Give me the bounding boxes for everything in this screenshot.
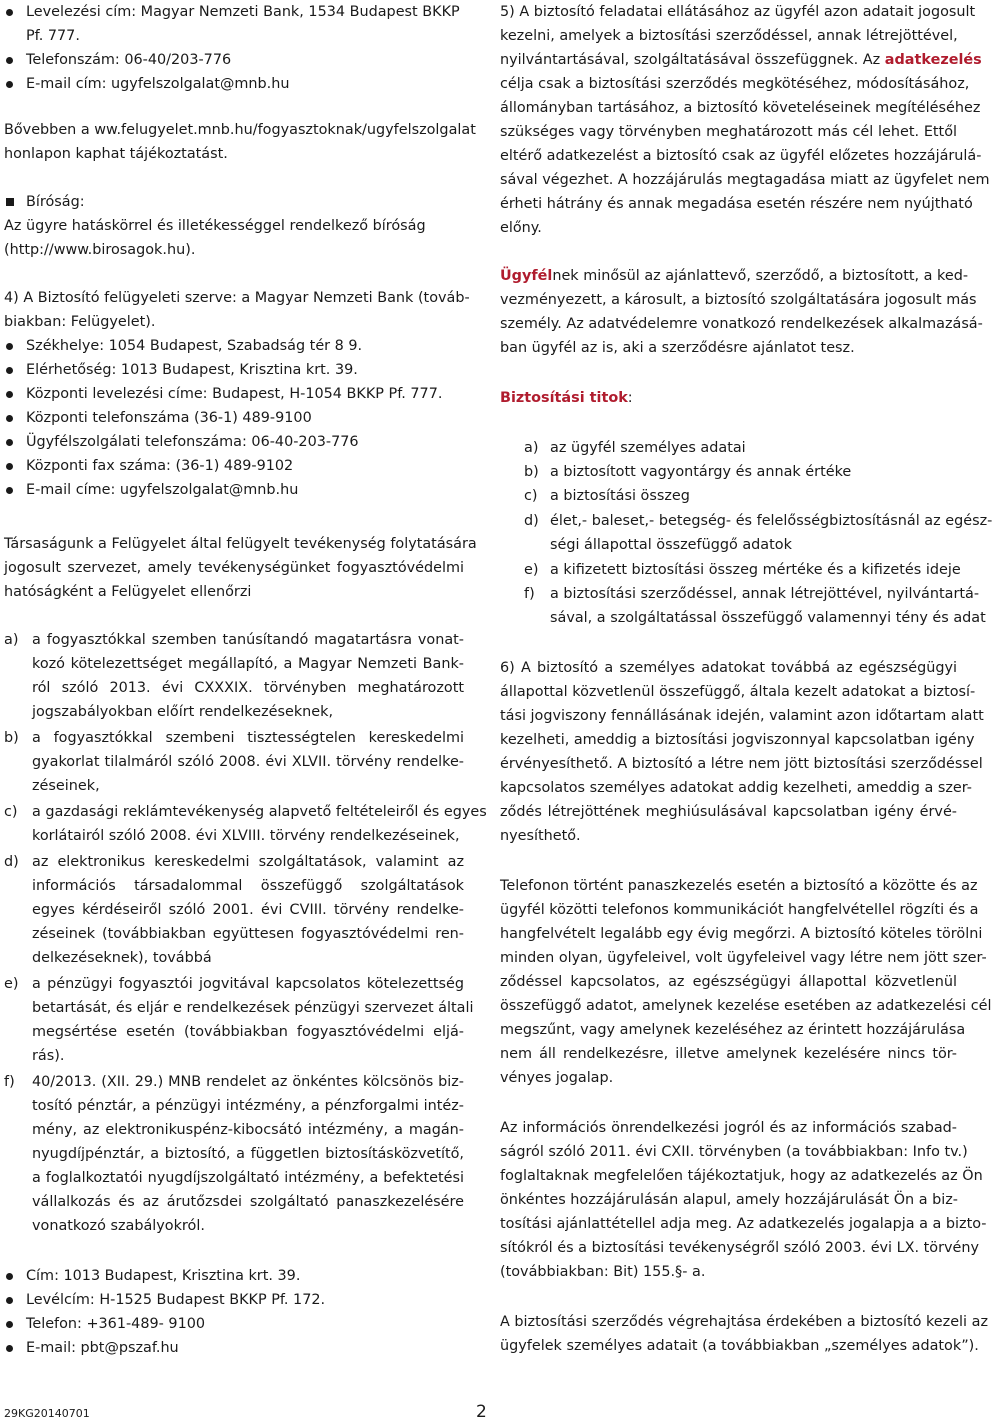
secret-heading-text: Biztosítási titok (500, 390, 628, 406)
secret-item (500, 582, 980, 606)
client-definition (500, 264, 969, 288)
list-item-text: gyakorlat tilalmáról szóló 2008. évi XLVII. törvény rendelke- (32, 754, 464, 770)
list-item-text: tosító pénztár, a pénzügyi intézmény, a pénzforgalmi intéz- (32, 1098, 464, 1114)
data-processing-para: érheti hátrány és annak megadása esetén részére nem nyújtható (500, 196, 973, 212)
list-item-text: a pénzügyi fogyasztói jogvitával kapcsolatos kötelezettség (32, 976, 464, 992)
client-definition: vezményezett, a károsult, a biztosító szolgáltatására jogosult más (500, 292, 977, 308)
secret-item-text: a biztosított vagyontárgy és annak értéke (550, 464, 852, 480)
list-item-text: korlátairól szóló 2008. évi XLVIII. törvény rendelkezéseinek, (32, 828, 460, 844)
phone-recording-para: ződéssel kapcsolatos, az egészségügyi állapottal közvetlenül (500, 974, 957, 990)
retention-para: érvényesíthető. A biztosító a létre nem jött biztosítási szerződéssel (500, 756, 983, 772)
secret-item-label: f) (524, 586, 535, 602)
data-processing-para: sával végezhet. A hozzájárulás megtagadása miatt az ügyfelet nem (500, 172, 990, 188)
list-item-label: c) (4, 804, 18, 820)
secret-item (500, 460, 957, 484)
data-processing-para: 5) A biztosító feladatai ellátásához az ügyfél azon adatait jogosult (500, 4, 976, 20)
phone-recording-para: hangfelvételt legalább egy évig megőrzi. A biztosító köteles törölni (500, 926, 983, 942)
document-code: 29KG20140701 (4, 1407, 90, 1420)
list-item (4, 972, 464, 996)
phone-recording-para: megszűnt, vagy amelynek kezeléséhez az érintett hozzájárulása (500, 1022, 966, 1038)
company-text: jogosult szervezet, amely tevékenységünket fogyasztóvédelmi (4, 560, 464, 576)
secret-item (500, 436, 957, 460)
personal-data-para: A biztosítási szerződés végrehajtása érdekében a biztosító kezeli az (500, 1314, 988, 1330)
retention-para: ződés létrejöttének meghiúsulásával kapcsolatban igény érvé- (500, 804, 957, 820)
list-item-label: d) (4, 854, 19, 870)
list-item-text: információs társadalommal összefüggő szolgáltatások (32, 878, 464, 894)
more-info-line: honlapon kaphat tájékoztatást. (4, 146, 228, 162)
pbt-phone: Telefon: +361-489- 9100 (4, 1312, 464, 1336)
list-item-text: megsértése esetén (továbbiakban fogyasztóvédelmi eljá- (32, 1024, 464, 1040)
list-item-text: ról szóló 2013. évi CXXXIX. törvényben meghatározott (32, 680, 464, 696)
info-act-para: tosítási ajánlattétellel adja meg. Az adatkezelés jogalapja a a bizto- (500, 1216, 987, 1232)
secret-item-label: d) (524, 513, 539, 529)
secret-item-label: a) (524, 440, 539, 456)
list-item-text: jogszabályokban előírt rendelkezéseknek, (32, 704, 334, 720)
secret-item-text: a biztosítási összeg (550, 488, 690, 504)
list-item-text: rás). (32, 1048, 65, 1064)
list-item-text: a fogyasztókkal szemben tanúsítandó magatartásra vonat- (32, 632, 464, 648)
secret-item-text: ségi állapottal összefüggő adatok (550, 537, 792, 553)
list-item-text: vállalkozás és az árutőzsdei szolgáltató panaszkezelésére (32, 1194, 464, 1210)
info-act-para: sítókról és a biztosítási tevékenységről szóló 2003. évi LX. törvény (500, 1240, 980, 1256)
supervisor-bullet: Elérhetőség: 1013 Budapest, Krisztina krt. 39. (4, 358, 464, 382)
phone-recording-para: vényes jogalap. (500, 1070, 614, 1086)
list-item-text: vonatkozó szabályokról. (32, 1218, 205, 1234)
phone-recording-para: nem áll rendelkezésre, illetve amelynek kezelésére nincs tör- (500, 1046, 957, 1062)
info-act-para: önkéntes hozzájárulásán alapul, amely hozzájárulását Ön a biz- (500, 1192, 958, 1208)
court-heading: Bíróság: (4, 190, 464, 214)
company-text: Társaságunk a Felügyelet által felügyelt tevékenység folytatására (4, 536, 477, 552)
pbt-mail-address: Levélcím: H-1525 Budapest BKKP Pf. 172. (4, 1288, 464, 1312)
data-processing-para: előny. (500, 220, 542, 236)
client-definition: személy. Az adatvédelemre vonatkozó rendelkezések alkalmazásá- (500, 316, 983, 332)
secret-item (500, 558, 961, 582)
supervisor-bullet: Ügyfélszolgálati telefonszáma: 06-40-203-776 (4, 430, 464, 454)
client-keyword: Ügyfél (500, 268, 553, 284)
secret-item (500, 484, 957, 508)
secret-heading-colon: : (627, 390, 633, 406)
data-processing-text: nyilvántartásával, szolgáltatásával összefüggnek. Az (500, 52, 881, 68)
list-item-text: az elektronikus kereskedelmi szolgáltatások, valamint az (32, 854, 464, 870)
list-item-text: 40/2013. (XII. 29.) MNB rendelet az önkéntes kölcsönös biz- (32, 1074, 464, 1090)
list-item-label: a) (4, 632, 19, 648)
secret-item (500, 509, 992, 533)
page-number: 2 (476, 1402, 487, 1422)
more-info-line: Bővebben a ww.felugyelet.mnb.hu/fogyasztoknak/ugyfelszolgalat (4, 122, 476, 138)
list-item-text: a gazdasági reklámtevékenység alapvető feltételeiről és egyes (32, 804, 487, 820)
client-definition: ban ügyfél az is, aki a szerződésre ajánlatot tesz. (500, 340, 855, 356)
pbt-address: Cím: 1013 Budapest, Krisztina krt. 39. (4, 1264, 464, 1288)
pbt-email: E-mail: pbt@pszaf.hu (4, 1336, 464, 1360)
list-item-text: egyes kérdéseiről szóló 2001. évi CVIII. törvény rendelke- (32, 902, 464, 918)
phone-recording-para: Telefonon történt panaszkezelés esetén a biztosító a közötte és az (500, 878, 978, 894)
list-item-text: zéseinek (továbbiakban együttesen fogyasztóvédelmi ren- (32, 926, 464, 942)
supervisor-bullet: Székhelye: 1054 Budapest, Szabadság tér 8 9. (4, 334, 464, 358)
list-item-text: nyugdíjpénztár, a biztosító, a független biztosításközvetítő, (32, 1146, 464, 1162)
court-text: (http://www.birosagok.hu). (4, 242, 196, 258)
contact-phone: Telefonszám: 06-40/203-776 (4, 48, 464, 72)
supervisor-intro: 4) A Biztosító felügyeleti szerve: a Magyar Nemzeti Bank (továb- (4, 290, 470, 306)
retention-para: kezelheti, ameddig a biztosítási jogviszonnyal kapcsolatban igény (500, 732, 975, 748)
retention-para: állapottal közvetlenül összefüggő, általa kezelt adatokat a biztosí- (500, 684, 976, 700)
info-act-para: ságról szóló 2011. évi CXII. törvényben (a továbbiakban: Info tv.) (500, 1144, 968, 1160)
secret-item-label: c) (524, 488, 538, 504)
info-act-para: (továbbiakban: Bit) 155.§- a. (500, 1264, 706, 1280)
retention-para: nyesíthető. (500, 828, 581, 844)
phone-recording-para: összefüggő adatot, amelynek kezelése esetében az adatkezelési cél (500, 998, 992, 1014)
company-text: hatóságként a Felügyelet ellenőrzi (4, 584, 252, 600)
secret-item-text: a kifizetett biztosítási összeg mértéke és a kifizetés ideje (550, 562, 961, 578)
secret-item-text: az ügyfél személyes adatai (550, 440, 746, 456)
court-text: Az ügyre hatáskörrel és illetékességgel rendelkező bíróság (4, 218, 426, 234)
supervisor-bullet: Központi fax száma: (36-1) 489-9102 (4, 454, 464, 478)
contact-address-cont: Pf. 777. (26, 28, 80, 44)
list-item-label: b) (4, 730, 19, 746)
contact-address: Levelezési cím: Magyar Nemzeti Bank, 1534 Budapest BKKP (4, 0, 464, 24)
secret-item-label: e) (524, 562, 539, 578)
list-item-text: mény, az elektronikuspénz-kibocsátó intézmény, a magán- (32, 1122, 464, 1138)
info-act-para: Az információs önrendelkezési jogról és az információs szabad- (500, 1120, 957, 1136)
list-item-text: a fogyasztókkal szembeni tisztességtelen kereskedelmi (32, 730, 464, 746)
contact-email: E-mail cím: ugyfelszolgalat@mnb.hu (4, 72, 464, 96)
data-processing-para: célja csak a biztosítási szerződés megkötéséhez, módosításához, (500, 76, 970, 92)
retention-para: 6) A biztosító a személyes adatokat továbbá az egészségügyi (500, 660, 957, 676)
supervisor-bullet: Központi levelezési címe: Budapest, H-1054 BKKP Pf. 777. (4, 382, 464, 406)
secret-item-label: b) (524, 464, 539, 480)
list-item-text: delkezéseknek), továbbá (32, 950, 212, 966)
personal-data-para: ügyfelek személyes adatait (a továbbiakban „személyes adatok”). (500, 1338, 979, 1354)
list-item (4, 800, 487, 824)
data-processing-keyword: adatkezelés (884, 52, 982, 68)
retention-para: tási jogviszony fennállásának idején, valamint azon időtartam alatt (500, 708, 984, 724)
phone-recording-para: minden olyan, ügyfeleivel, volt ügyfeleivel vagy létre nem jött szer- (500, 950, 987, 966)
secret-heading (500, 386, 957, 410)
secret-item-text: a biztosítási szerződéssel, annak létrejöttével, nyilvántartá- (550, 586, 980, 602)
data-processing-para: szükséges vagy törvényben meghatározott más cél lehet. Ettől (500, 124, 957, 140)
list-item-label: e) (4, 976, 19, 992)
supervisor-intro: biakban: Felügyelet). (4, 314, 156, 330)
retention-para: kapcsolatos személyes adatokat addig kezelheti, ameddig a szer- (500, 780, 972, 796)
info-act-para: foglaltaknak megfelelően tájékoztatjuk, hogy az adatkezelés az Ön (500, 1168, 983, 1184)
list-item-text: zéseinek, (32, 778, 100, 794)
list-item (4, 628, 464, 652)
data-processing-para: eltérő adatkezelést a biztosító csak az ügyfél előzetes hozzájárulá- (500, 148, 982, 164)
list-item-text: kozó kötelezettséget megállapító, a Magyar Nemzeti Bank- (32, 656, 464, 672)
secret-item-text: élet,- baleset,- betegség- és felelősségbiztosításnál az egész- (550, 513, 992, 529)
list-item-text: betartását, és eljár e rendelkezések pénzügyi szervezet általi (32, 1000, 474, 1016)
client-text: nek minősül az ajánlattevő, szerződő, a biztosított, a ked- (552, 268, 969, 284)
phone-recording-para: ügyfél közötti telefonos kommunikációt hangfelvétellel rögzíti és a (500, 902, 979, 918)
secret-item-text: sával, a szolgáltatással összefüggő valamennyi tény és adat (550, 610, 986, 626)
list-item (4, 850, 464, 874)
data-processing-para (500, 48, 982, 72)
data-processing-para: állományban tartásához, a biztosító követeléseinek megítéléséhez (500, 100, 981, 116)
list-item (4, 1070, 464, 1094)
supervisor-bullet: Központi telefonszáma (36-1) 489-9100 (4, 406, 464, 430)
data-processing-para: kezelni, amelyek a biztosítási szerződéssel, annak létrejöttével, (500, 28, 958, 44)
list-item-text: a foglalkoztatói nyugdíjszolgáltató intézmény, a befektetési (32, 1170, 464, 1186)
supervisor-bullet: E-mail címe: ugyfelszolgalat@mnb.hu (4, 478, 464, 502)
list-item (4, 726, 464, 750)
list-item-label: f) (4, 1074, 15, 1090)
